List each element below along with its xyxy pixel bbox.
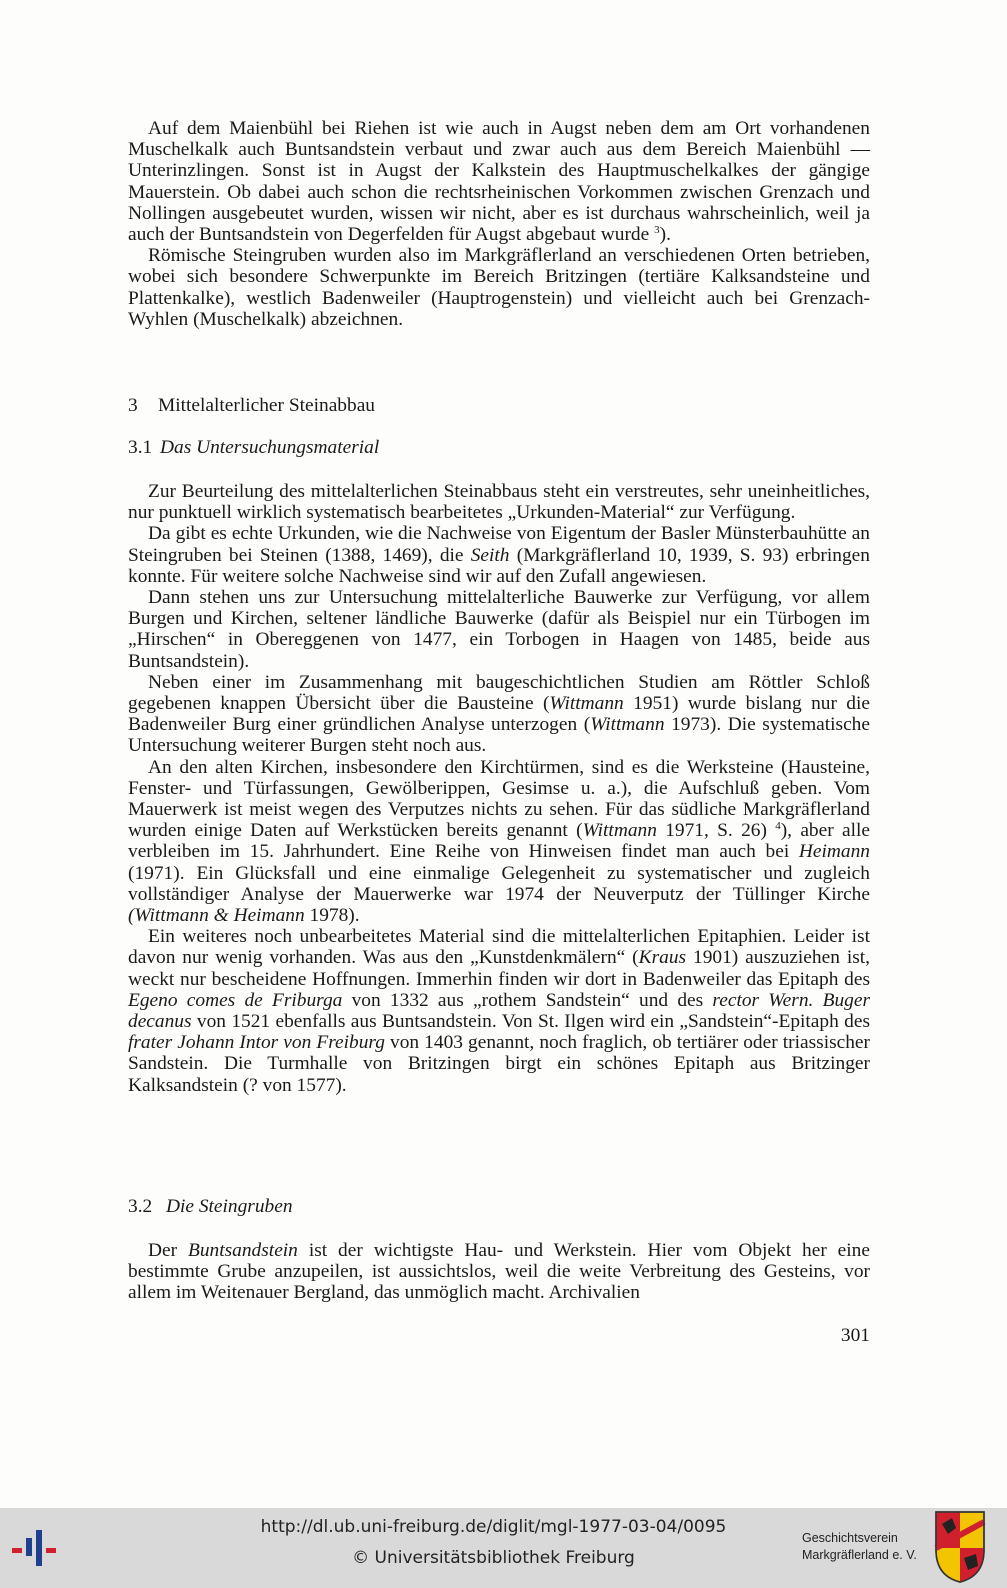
section-heading-3-1: 3.1 Das Untersuchungsmaterial [128,437,380,458]
footnote-ref[interactable]: 3 [654,224,660,237]
paragraph: An den alten Kirchen, insbesondere den Kirchtürmen, sind es die Werksteine (Hausteine, Fenster- und Türfassungen, Gewölberippen, Gesimse u. a.), die Aufschluß geben. Vom Mauerwerk ist meist wegen des Verputzes nichts zu sehen. Für das südliche Markgräflerland wurden einige Daten auf Werkstücken bereits genannt (Wittmann 1971, S. 26) $^4$), aber alle verbleiben im 15. Jahrhundert. Eine Reihe von Hinweisen findet man auch bei Heimann (1971). Ein Glücksfall und eine einmalige Gelegenheit zu systematischer und zugleich vollständiger Analyse der Mauerwerke war 1974 der Neuverputz der Tüllinger Kirche (Wittmann & Heimann 1978). [128,756,870,927]
footnote-ref[interactable]: 4 [775,820,781,833]
paragraph: Ein weiteres noch unbearbeitetes Material sind die mittelalterlichen Epitaphien. Leider ist davon nur wenig vorhanden. Was aus den „Kunstdenkmälern“ (Kraus 1901) auszuziehen ist, weckt nur bescheidene Hoffnungen. Immerhin finden wir dort in Badenweiler das Epitaph des Egeno comes de Friburga von 1332 aus „rothem Sandstein“ und des rector Wern. Buger decanus von 1521 ebenfalls aus Buntsandstein. Von St. Ilgen wird ein „Sandstein“-Epitaph des frater Johann Intor von Freiburg von 1403 genannt, noch fraglich, ob tertiärer oder triassischer Sandstein. Die Turmhalle von Britzingen birgt ein schönes Epitaph aus Britzinger Kalksandstein (? von 1577). [128,926,871,1096]
paragraph: Dann stehen uns zur Untersuchung mittelalterliche Bauwerke zur Verfügung, vor allem Burgen und Kirchen, seltener ländliche Bauwerke (dafür als Beispiel nur ein Türbogen im „Hirschen“ in Obereggenen von 1477, ein Torbogen in Haagen von 1485, beide aus Buntsandstein). [128,587,870,672]
intro-text-block [128,118,870,330]
footer-bar [0,1508,1007,1588]
section-heading-3: 3 Mittelalterlicher Steinabbau [128,395,375,416]
copyright-notice: © Universitätsbibliothek Freiburg [352,1548,635,1568]
paragraph: Der Buntsandstein ist der wichtigste Hau- und Werkstein. Hier vom Objekt her eine bestimmte Grube anzupeilen, ist aussichtslos, weil die weite Verbreitung des Gesteins, vor allem im Weitenauer Bergland, das unmöglich macht. Archivalien [128,1240,870,1304]
paragraph: Römische Steingruben wurden also im Markgräflerland an verschiedenen Orten betrieben, wobei sich besondere Schwerpunkte im Bereich Britzingen (tertiäre Kalksandsteine und Plattenkalke), westlich Badenweiler (Hauptrogenstein) und vielleicht auch bei Grenzach-Wyhlen (Muschelkalk) abzeichnen. [128,245,870,330]
publisher-name: Geschichtsverein Markgräflerland e. V. [802,1531,917,1562]
section-heading-3-2: 3.2 Die Steingruben [128,1196,293,1217]
paragraph: Auf dem Maienbühl bei Riehen ist wie auch in Augst neben dem am Ort vorhandenen Muschelkalk auch Buntsandstein verbaut und zwar auch aus dem Bereich Maienbühl — Unterinzlingen. Sonst ist in Augst der Kalkstein des Hauptmuschelkalkes der gängige Mauerstein. Ob dabei auch schon die rechtsrheinischen Vorkommen zwischen Grenzach und Nollingen ausgebeutet wurden, wissen wir nicht, aber es ist durchaus wahrscheinlich, weil ja auch der Buntsandstein von Degerfelden für Augst abgebaut wurde $^3$). [128,118,870,246]
paragraph: Neben einer im Zusammenhang mit baugeschichtlichen Studien am Röttler Schloß gegebenen knappen Übersicht über die Bausteine (Wittmann 1951) wurde bislang nur die Badenweiler Burg einer gründlichen Analyse unterzogen (Wittmann 1973). Die systematische Untersuchung weiterer Burgen steht noch aus. [128,671,870,757]
coat-of-arms-icon [934,1510,986,1584]
page-number: 301 [840,1325,870,1346]
section-3-2-text [128,1240,870,1304]
paragraph: Da gibt es echte Urkunden, wie die Nachweise von Eigentum der Basler Münsterbauhütte an Steingruben bei Steinen (1388, 1469), die Seith (Markgräflerland 10, 1939, S. 93) erbringen konnte. Für weitere solche Nachweise sind wir auf den Zufall angewiesen. [128,523,870,587]
paragraph: Zur Beurteilung des mittelalterlichen Steinabbaus steht ein verstreutes, sehr uneinheitliches, nur punktuell wirklich systematisch bearbeitetes „Urkunden-Material“ zur Verfügung. [128,481,870,524]
section-3-1-text [128,481,870,1096]
permalink[interactable]: http://dl.ub.uni-freiburg.de/diglit/mgl-1977-03-04/0095 [260,1517,727,1537]
